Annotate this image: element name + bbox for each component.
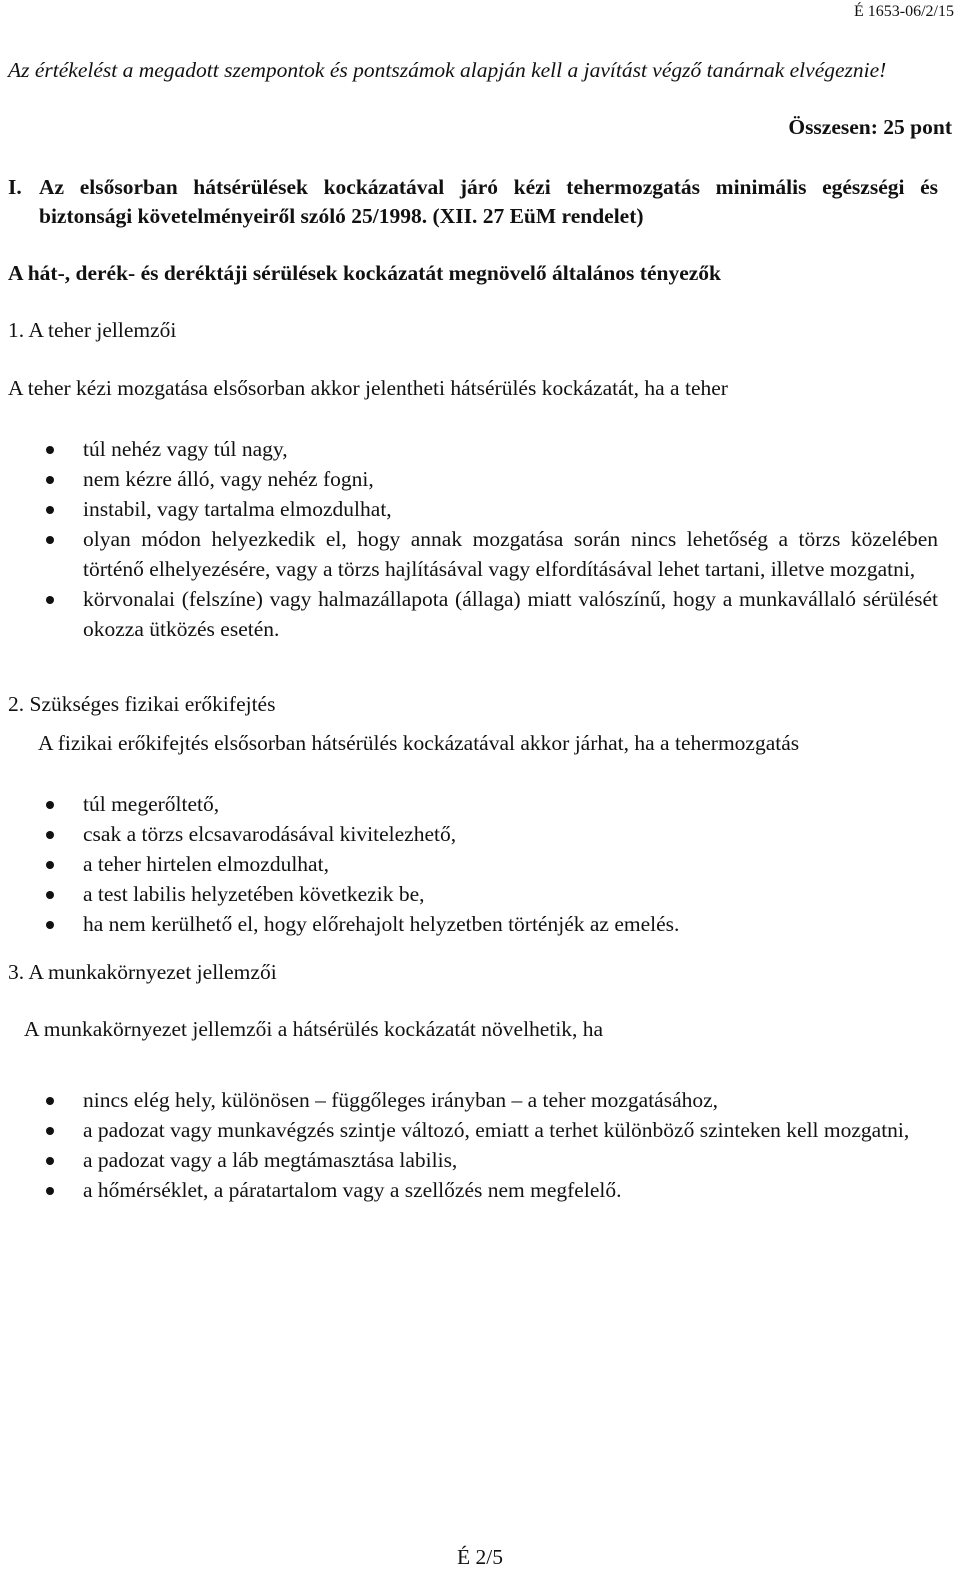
list-item: a padozat vagy munkavégzés szintje változó, emiatt a terhet különböző szinteken kell mozgatni, bbox=[83, 1118, 910, 1142]
page-number: É 2/5 bbox=[457, 1545, 503, 1569]
list-item: instabil, vagy tartalma elmozdulhat, bbox=[83, 497, 392, 521]
document-code: É 1653-06/2/15 bbox=[854, 3, 954, 20]
title-text: Az elsősorban hátsérülések kockázatával járó kézi tehermozgatás minimális egészségi és biztonsági követelményeiről szóló 25/1998. (XII. 27 EüM rendelet) bbox=[39, 175, 938, 228]
section-2-heading: 2. Szükséges fizikai erőkifejtés bbox=[8, 692, 276, 716]
section-2-intro: A fizikai erőkifejtés elsősorban hátsérülés kockázatával akkor járhat, ha a tehermozgatás bbox=[38, 731, 800, 755]
section-2-list bbox=[8, 789, 938, 939]
section-3-intro: A munkakörnyezet jellemzői a hátsérülés kockázatát növelhetik, ha bbox=[24, 1017, 604, 1041]
list-item: ha nem kerülhető el, hogy előrehajolt helyzetben történjék az emelés. bbox=[83, 912, 680, 936]
list-item: olyan módon helyezkedik el, hogy annak mozgatása során nincs lehetőség a törzs közelében történő elhelyezésére, vagy a törzs hajlításával vagy elfordításával lehet tartani, illetve mozgatni, bbox=[83, 527, 938, 581]
list-item: nem kézre álló, vagy nehéz fogni, bbox=[83, 467, 374, 491]
evaluation-instruction: Az értékelést a megadott szempontok és pontszámok alapján kell a javítást végző tanárnak elvégeznie! bbox=[8, 58, 887, 82]
section-1-list bbox=[8, 434, 938, 644]
list-item: nincs elég hely, különösen – függőleges irányban – a teher mozgatásához, bbox=[83, 1088, 719, 1112]
list-item: csak a törzs elcsavarodásával kivitelezhető, bbox=[83, 822, 457, 846]
subtitle: A hát-, derék- és deréktáji sérülések kockázatát megnövelő általános tényezők bbox=[8, 261, 721, 285]
section-1-intro: A teher kézi mozgatása elsősorban akkor jelentheti hátsérülés kockázatát, ha a teher bbox=[8, 376, 728, 400]
list-item: a padozat vagy a láb megtámasztása labilis, bbox=[83, 1148, 458, 1172]
section-3-heading: 3. A munkakörnyezet jellemzői bbox=[8, 960, 277, 984]
list-item: a test labilis helyzetében következik be, bbox=[83, 882, 425, 906]
title-number: I. bbox=[8, 175, 22, 199]
section-1-heading: 1. A teher jellemzői bbox=[8, 318, 177, 342]
list-item: túl nehéz vagy túl nagy, bbox=[83, 437, 288, 461]
list-item: a teher hirtelen elmozdulhat, bbox=[83, 852, 329, 876]
list-item: a hőmérséklet, a páratartalom vagy a szellőzés nem megfelelő. bbox=[83, 1178, 622, 1202]
section-3-list bbox=[8, 1085, 938, 1205]
list-item: körvonalai (felszíne) vagy halmazállapota (állaga) miatt valószínű, hogy a munkavállaló sérülését okozza ütközés esetén. bbox=[83, 587, 938, 641]
list-item: túl megerőltető, bbox=[83, 792, 220, 816]
total-points: Összesen: 25 pont bbox=[788, 115, 952, 139]
